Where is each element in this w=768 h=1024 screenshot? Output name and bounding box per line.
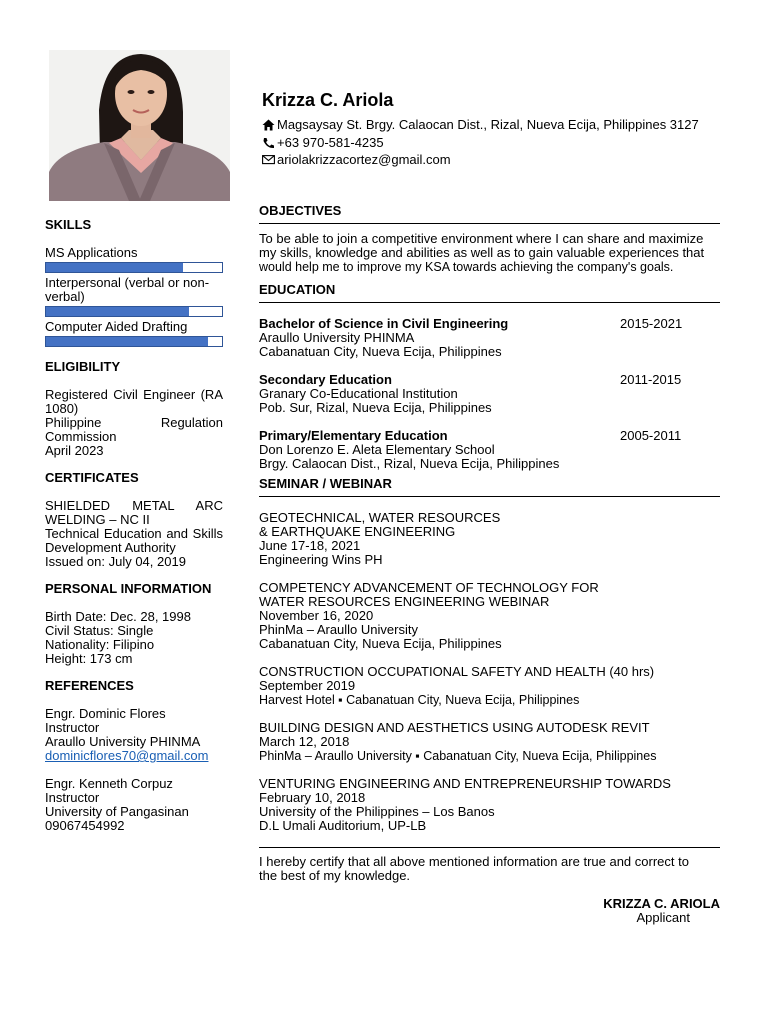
- reference-role: Instructor: [45, 790, 100, 805]
- seminar-venue: Harvest Hotel ▪ Cabanatuan City, Nueva Ecija, Philippines: [259, 693, 580, 707]
- seminar-item: [259, 581, 720, 651]
- signature-block: [259, 897, 720, 925]
- seminar-date: September 2019: [259, 678, 356, 693]
- personal-info-line: Birth Date: Dec. 28, 1998: [45, 609, 191, 624]
- phone-icon: [262, 137, 275, 149]
- education-item: [259, 373, 720, 415]
- reference-phone: 09067454992: [45, 818, 125, 833]
- seminar-date: March 12, 2018: [259, 734, 350, 749]
- seminar-item: [259, 721, 720, 763]
- reference-role: Instructor: [45, 720, 100, 735]
- reference-org: University of Pangasinan: [45, 804, 189, 819]
- objective-line: would help me to improve my KSA towards achieving the company's goals.: [259, 260, 674, 274]
- education-years: 2005-2011: [620, 428, 682, 443]
- education-years: 2015-2021: [620, 316, 683, 331]
- personal-info-line: Height: 173 cm: [45, 651, 133, 666]
- skills-heading: SKILLS: [45, 217, 92, 232]
- email-text: ariolakrizzacortez@gmail.com: [277, 152, 451, 167]
- skill-label: MS Applications: [45, 245, 138, 260]
- certification-statement: [259, 847, 720, 883]
- seminar-title: & EARTHQUAKE ENGINEERING: [259, 524, 456, 539]
- seminar-venue: Cabanatuan City, Nueva Ecija, Philippines: [259, 636, 502, 651]
- seminar-title: GEOTECHNICAL, WATER RESOURCES: [259, 510, 501, 525]
- seminar-date: February 10, 2018: [259, 790, 366, 805]
- seminar-title: COMPETENCY ADVANCEMENT OF TECHNOLOGY FOR: [259, 580, 599, 595]
- phone-text: +63 970-581-4235: [277, 135, 384, 150]
- personal-info-line: Nationality: Filipino: [45, 637, 155, 652]
- seminar-venue: PhinMa – Araullo University: [259, 622, 418, 637]
- education-school: Don Lorenzo E. Aleta Elementary School: [259, 442, 495, 457]
- signature-title: Applicant: [636, 910, 690, 925]
- education-degree: Secondary Education: [259, 372, 392, 387]
- applicant-name: Krizza C. Ariola: [262, 90, 394, 110]
- seminar-date: November 16, 2020: [259, 608, 374, 623]
- signature-name: KRIZZA C. ARIOLA: [603, 896, 720, 911]
- education-degree: Bachelor of Science in Civil Engineering: [259, 316, 509, 331]
- certificates-heading: CERTIFICATES: [45, 470, 139, 485]
- eligibility-line: Philippine Regulation Commission: [45, 415, 223, 444]
- references-heading: REFERENCES: [45, 678, 134, 693]
- education-years: 2011-2015: [620, 372, 682, 387]
- objectives-heading: OBJECTIVES: [259, 204, 720, 224]
- reference-name: Engr. Dominic Flores: [45, 706, 166, 721]
- phone-line: [262, 135, 384, 150]
- seminar-venue: Engineering Wins PH: [259, 552, 383, 567]
- certification-line: I hereby certify that all above mentioned information are true and correct to: [259, 854, 689, 869]
- reference-org: Araullo University PHINMA: [45, 734, 201, 749]
- left-column: [45, 218, 223, 833]
- education-location: Brgy. Calaocan Dist., Rizal, Nueva Ecija, Philippines: [259, 456, 560, 471]
- skill-bar: [45, 262, 223, 273]
- education-school: Araullo University PHINMA: [259, 330, 415, 345]
- skill-label: Interpersonal (verbal or non-verbal): [45, 275, 210, 304]
- seminar-venue: PhinMa – Araullo University ▪ Cabanatuan City, Nueva Ecija, Philippines: [259, 749, 657, 763]
- seminar-item: [259, 777, 720, 833]
- certificate-line: SHIELDED METAL ARC WELDING – NC II: [45, 498, 223, 527]
- education-degree: Primary/Elementary Education: [259, 428, 448, 443]
- objective-line: my skills, knowledge and abilities as well as to gain valuable experiences that: [259, 245, 705, 260]
- seminar-venue: D.L Umali Auditorium, UP-LB: [259, 818, 427, 833]
- eligibility-line: Registered Civil Engineer (RA 1080): [45, 387, 223, 416]
- seminar-title: CONSTRUCTION OCCUPATIONAL SAFETY AND HEALTH (40 hrs): [259, 664, 655, 679]
- education-item: [259, 317, 720, 359]
- objective-line: To be able to join a competitive environment where I can share and maximize: [259, 231, 704, 246]
- home-icon: [262, 119, 275, 131]
- seminar-title: VENTURING ENGINEERING AND ENTREPRENEURSHIP TOWARDS: [259, 776, 671, 791]
- education-item: [259, 429, 720, 471]
- seminar-heading: SEMINAR / WEBINAR: [259, 477, 720, 497]
- personal-info-line: Civil Status: Single: [45, 623, 154, 638]
- certification-line: the best of my knowledge.: [259, 868, 411, 883]
- seminar-item: [259, 511, 720, 567]
- address-text: Magsaysay St. Brgy. Calaocan Dist., Rizal, Nueva Ecija, Philippines 3127: [277, 117, 699, 132]
- right-column: [259, 204, 720, 925]
- email-line: [262, 152, 451, 167]
- personal-info-heading: PERSONAL INFORMATION: [45, 581, 212, 596]
- certificate-line: Issued on: July 04, 2019: [45, 554, 186, 569]
- envelope-icon: [262, 154, 275, 165]
- eligibility-heading: ELIGIBILITY: [45, 359, 121, 374]
- certificate-line: Technical Education and Skills Development Authority: [45, 526, 223, 555]
- address-line: [262, 117, 699, 132]
- seminar-date: June 17-18, 2021: [259, 538, 361, 553]
- education-location: Pob. Sur, Rizal, Nueva Ecija, Philippines: [259, 400, 492, 415]
- reference-name: Engr. Kenneth Corpuz: [45, 776, 173, 791]
- skill-label: Computer Aided Drafting: [45, 319, 188, 334]
- seminar-title: WATER RESOURCES ENGINEERING WEBINAR: [259, 594, 550, 609]
- profile-photo: [49, 50, 230, 201]
- skill-bar: [45, 336, 223, 347]
- seminar-item: [259, 665, 720, 707]
- seminar-title: BUILDING DESIGN AND AESTHETICS USING AUTODESK REVIT: [259, 720, 650, 735]
- eligibility-line: April 2023: [45, 443, 104, 458]
- education-location: Cabanatuan City, Nueva Ecija, Philippines: [259, 344, 502, 359]
- education-heading: EDUCATION: [259, 283, 720, 303]
- skill-bar: [45, 306, 223, 317]
- reference-email-link[interactable]: dominicflores70@gmail.com: [45, 748, 209, 763]
- seminar-venue: University of the Philippines – Los Banos: [259, 804, 495, 819]
- education-school: Granary Co-Educational Institution: [259, 386, 458, 401]
